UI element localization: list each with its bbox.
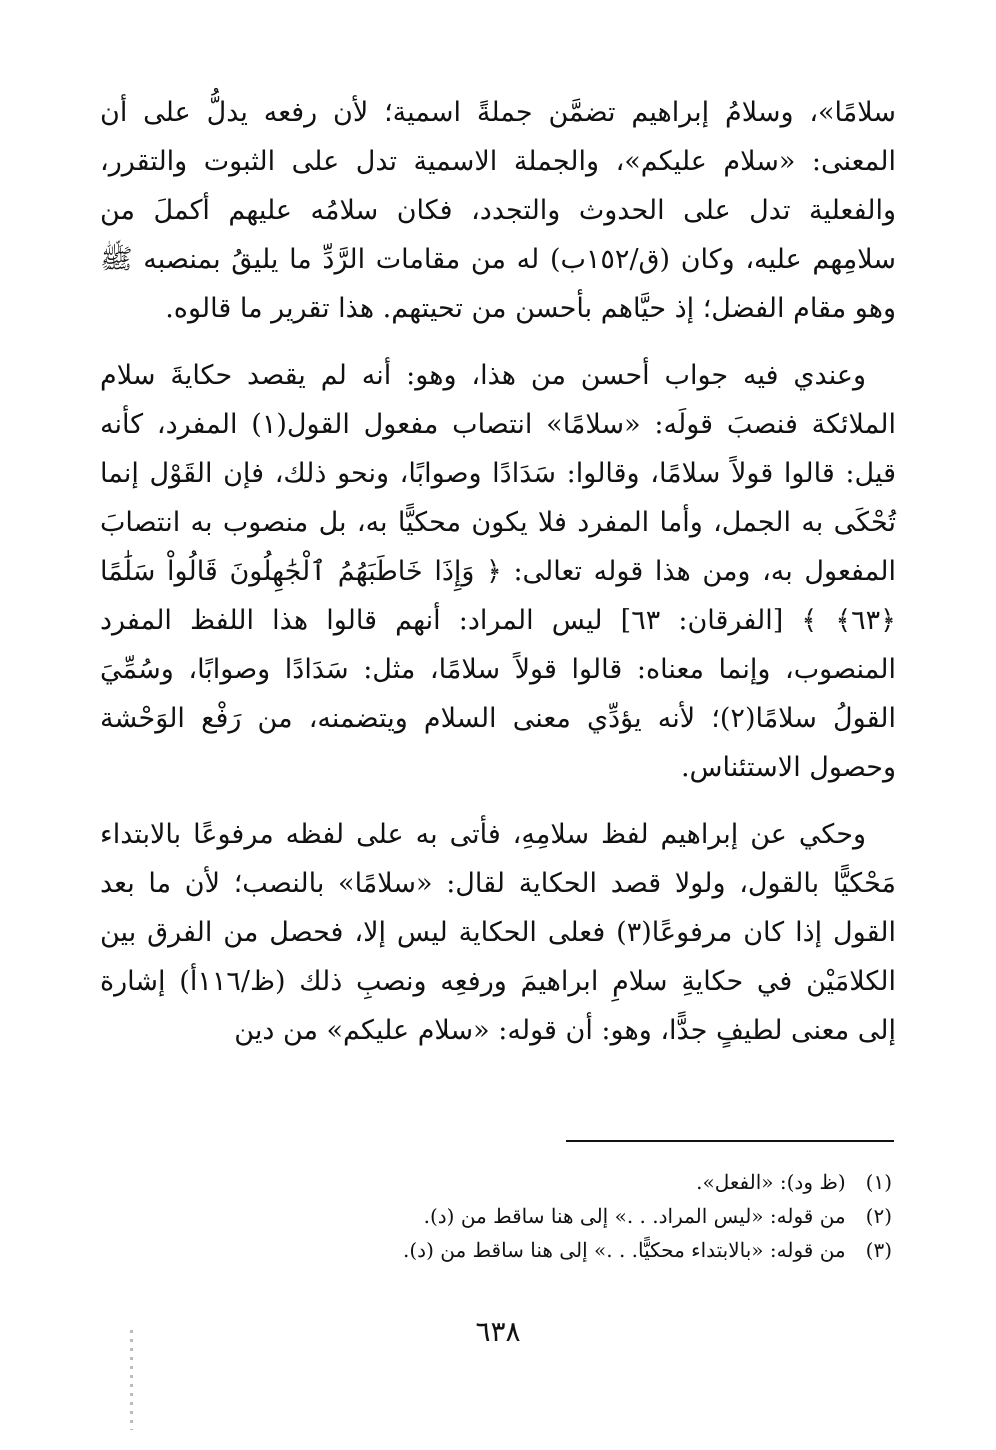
footnotes <box>100 1165 892 1267</box>
footnote-2 <box>100 1199 892 1233</box>
paragraph-2: وعندي فيه جواب أحسن من هذا، وهو: أنه لم يقصد حكايةَ سلام الملائكة فنصبَ قولَه: «سلامًا» انتصاب مفعول القول(١) المفرد، كأنه قيل: قالوا قولاً سلامًا، وقالوا: سَدَادًا وصوابًا، ونحو ذلك، فإن القَوْل إنما تُحْكَى به الجمل، وأما المفرد فلا يكون محكيًّا به، بل منصوب به انتصابَ المفعول به، ومن هذا قوله تعالى: ﴿ وَإِذَا خَاطَبَهُمُ ٱلْجَٰهِلُونَ قَالُواْ سَلَٰمًا ﴿٦٣﴾ ﴾ [الفرقان: ٦٣] ليس المراد: أنهم قالوا هذا اللفظ المفرد المنصوب، وإنما معناه: قالوا قولاً سلامًا، مثل: سَدَادًا وصوابًا، وسُمِّيَ القولُ سلامًا(٢)؛ لأنه يؤدِّي معنى السلام ويتضمنه، من رَفْع الوَحْشة وحصول الاستئناس. <box>100 360 897 783</box>
paragraph-3: وحكي عن إبراهيم لفظ سلامِهِ، فأتى به على لفظه مرفوعًا بالابتداء مَحْكيًّا بالقول، ولولا قصد الحكاية لقال: «سلامًا» بالنصب؛ لأن ما بعد القول إذا كان مرفوعًا(٣) فعلى الحكاية ليس إلا، فحصل من الفرق بين الكلامَيْن في حكايةِ سلامِ ابراهيمَ ورفعِه ونصبِ ذلك (ظ/١١٦أ) إشارة إلى معنى لطيفٍ جدًّا، وهو: أن قوله: «سلام عليكم» من دين <box>100 819 897 1046</box>
paragraph-1: سلامًا»، وسلامُ إبراهيم تضمَّن جملةً اسمية؛ لأن رفعه يدلُّ على أن المعنى: «سلام عليكم»، والجملة الاسمية تدل على الثبوت والتقرر، والفعلية تدل على الحدوث والتجدد، فكان سلامُه عليهم أكملَ من سلامِهم عليه، وكان (ق/١٥٢ب) له من مقامات الرَّدِّ ما يليقُ بمنصبه ﷺ وهو مقام الفضل؛ إذ حيَّاهم بأحسن من تحيتهم. هذا تقرير ما قالوه. <box>100 97 896 324</box>
footnote-number: (١) <box>865 1170 892 1194</box>
footnote-divider <box>566 1140 894 1142</box>
footnote-number: (٣) <box>865 1238 892 1262</box>
footnote-text: من قوله: «بالابتداء محكيًّا. . .» إلى هنا ساقط من (د). <box>403 1238 846 1262</box>
scan-artifact <box>130 1330 133 1430</box>
page-number: ٦٣٨ <box>475 1315 521 1348</box>
footnote-text: (ظ ود): «الفعل». <box>696 1170 846 1194</box>
footnote-number: (٢) <box>865 1204 892 1228</box>
main-text <box>100 88 896 1073</box>
footnote-text: من قوله: «ليس المراد. . .» إلى هنا ساقط من (د). <box>423 1204 846 1228</box>
footnote-3 <box>100 1233 892 1267</box>
footnote-1 <box>100 1165 892 1199</box>
